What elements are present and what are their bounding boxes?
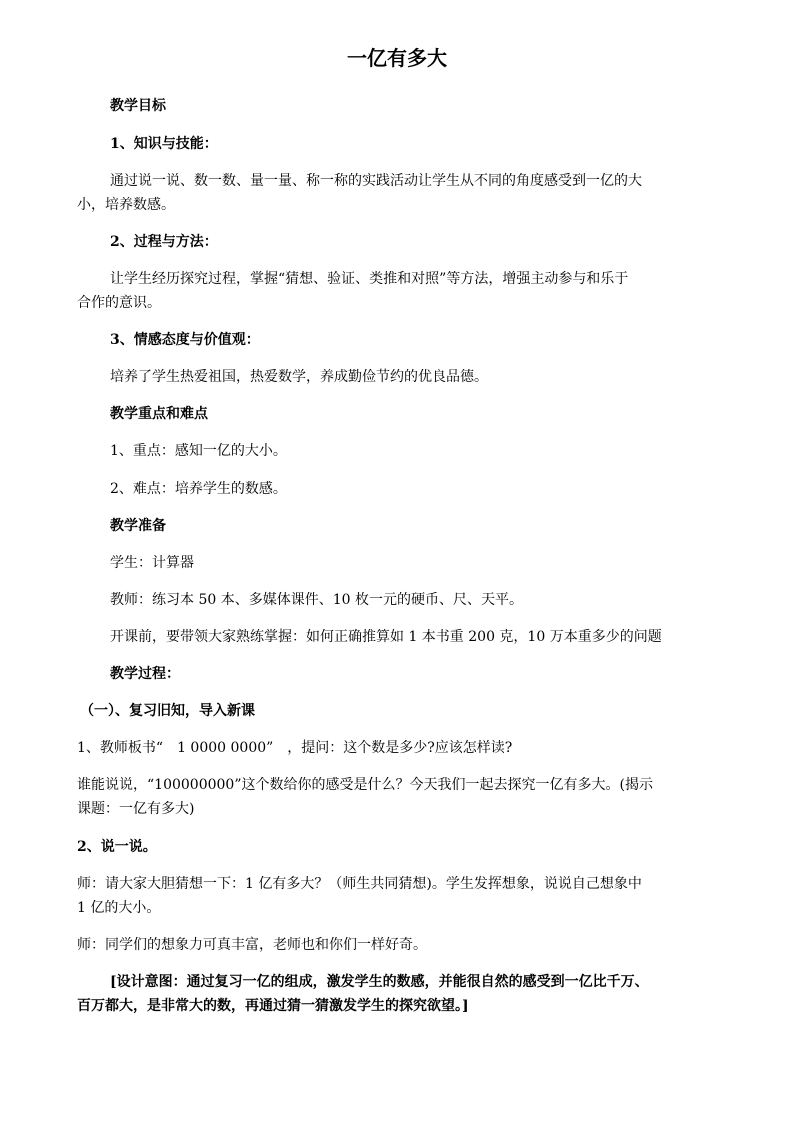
page-title: 一亿有多大 (347, 46, 447, 70)
goal3-heading: 3、情感态度与价值观： (110, 332, 260, 348)
prep-heading: 教学准备 (110, 518, 166, 534)
goal2-text-line1: 让学生经历探究过程，掌握“猜想、验证、类推和对照”等方法，增强主动参与和乐于 (110, 271, 629, 287)
goal2-text-line2: 合作的意识。 (77, 295, 161, 311)
step1-follow-line1: 谁能说说，“100000000”这个数给你的感受是什么？今天我们一起去探究一亿有多大。(揭示 (77, 777, 653, 793)
design-intent-line1: [设计意图：通过复习一亿的组成，激发学生的数感，并能很自然的感受到一亿比千万、 (110, 974, 649, 990)
prep-student: 学生：计算器 (110, 555, 194, 571)
goal1-heading: 1、知识与技能： (110, 136, 218, 152)
keypoint-2: 2、难点：培养学生的数感。 (110, 481, 287, 497)
goal1-text-line1: 通过说一说、数一数、量一量、称一称的实践活动让学生从不同的角度感受到一亿的大 (110, 173, 642, 189)
keypoint-1: 1、重点：感知一亿的大小。 (110, 443, 287, 459)
keypoints-heading: 教学重点和难点 (110, 406, 208, 422)
goals-heading: 教学目标 (110, 98, 166, 114)
step1-text: 1、教师板书“ 1 0000 0000” ，提问：这个数是多少?应该怎样读? (77, 740, 513, 756)
goal3-text-line1: 培养了学生热爱祖国，热爱数学，养成勤俭节约的优良品德。 (110, 369, 488, 385)
design-intent-line2: 百万都大，是非常大的数，再通过猜一猜激发学生的探究欲望。] (77, 998, 469, 1014)
step1-follow-line2: 课题：一亿有多大) (77, 801, 195, 817)
part1-heading: （一）、复习旧知，导入新课 (80, 703, 255, 719)
step2-text-line1: 师：请大家大胆猜想一下：1 亿有多大？（师生共同猜想)。学生发挥想象，说说自己想象中 (77, 876, 642, 892)
prep-before-class: 开课前，要带领大家熟练掌握：如何正确推算如 1 本书重 200 克，10 万本重多少的问题 (110, 629, 662, 645)
step2-text-line3: 师：同学们的想象力可真丰富，老师也和你们一样好奇。 (77, 937, 427, 953)
goal2-heading: 2、过程与方法： (110, 234, 218, 250)
goal1-text-line2: 小，培养数感。 (77, 197, 175, 213)
step2-heading: 2、说一说。 (77, 839, 157, 855)
step2-text-line2: 1 亿的大小。 (77, 900, 161, 916)
prep-teacher: 教师：练习本 50 本、多媒体课件、10 枚一元的硬币、尺、天平。 (110, 592, 523, 608)
process-heading: 教学过程： (110, 666, 180, 682)
